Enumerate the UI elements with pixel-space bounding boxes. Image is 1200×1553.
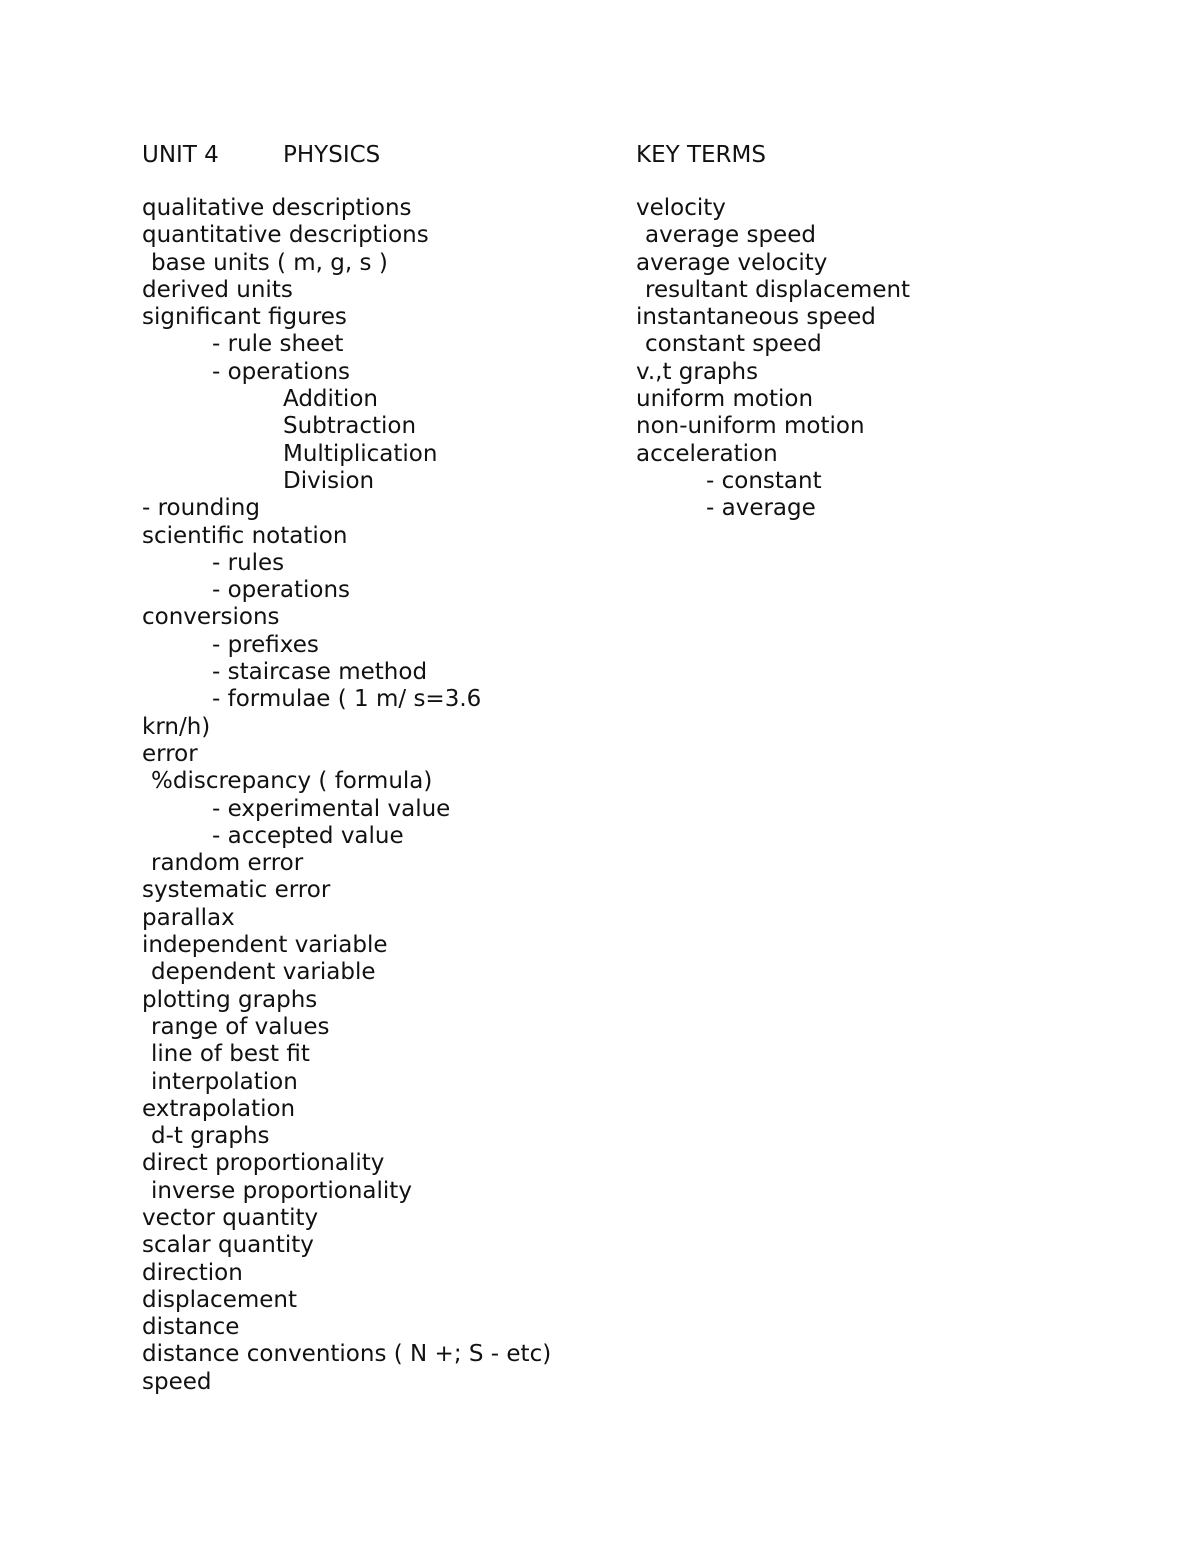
key-term: range of values <box>151 1013 330 1040</box>
key-term: Subtraction <box>283 413 417 440</box>
key-term: plotting graphs <box>142 986 318 1013</box>
key-term: extrapolation <box>142 1095 296 1122</box>
key-term: line of best fit <box>151 1041 310 1068</box>
key-term: - operations <box>212 358 351 385</box>
key-term: systematic error <box>142 877 331 904</box>
key-term: derived units <box>142 276 293 303</box>
key-term: base units ( m, g, s ) <box>151 249 388 276</box>
key-term: d-t graphs <box>151 1123 270 1150</box>
key-term: velocity <box>636 195 726 221</box>
key-term: independent variable <box>142 932 388 959</box>
key-term: Multiplication <box>283 440 438 467</box>
key-term: - rounding <box>142 495 260 522</box>
document-title: KEY TERMS <box>636 142 766 168</box>
key-term: scientific notation <box>142 522 348 549</box>
key-term: %discrepancy ( formula) <box>151 768 433 795</box>
key-term: dependent variable <box>151 959 376 986</box>
key-term: instantaneous speed <box>636 304 876 331</box>
key-term: - rules <box>212 549 285 576</box>
key-term: non-uniform motion <box>636 413 865 440</box>
right-term-list <box>636 195 1156 523</box>
key-term: - constant <box>706 467 822 494</box>
key-term: average velocity <box>636 249 828 276</box>
key-term: distance <box>142 1314 240 1341</box>
key-term: - formulae ( 1 m/ s=3.6 <box>212 686 482 713</box>
key-term: - accepted value <box>212 822 404 849</box>
key-term: vector quantity <box>142 1204 319 1231</box>
key-term: direct proportionality <box>142 1150 385 1177</box>
key-term: interpolation <box>151 1068 298 1095</box>
key-term: random error <box>151 850 304 877</box>
key-term: significant figures <box>142 304 347 331</box>
key-term: v.,t graphs <box>636 358 759 385</box>
key-term: acceleration <box>636 440 778 467</box>
document-header <box>0 140 1200 170</box>
subject-label: PHYSICS <box>283 142 381 168</box>
key-term: constant speed <box>645 331 822 358</box>
key-term: parallax <box>142 904 235 931</box>
unit-label: UNIT 4 <box>142 142 219 168</box>
key-term: uniform motion <box>636 386 814 413</box>
key-term: speed <box>142 1368 212 1395</box>
key-term: direction <box>142 1259 243 1286</box>
key-term: - staircase method <box>212 659 428 686</box>
key-term: displacement <box>142 1286 298 1313</box>
key-term: qualitative descriptions <box>142 195 412 221</box>
key-term: - experimental value <box>212 795 451 822</box>
key-term: distance conventions ( N +; S - etc) <box>142 1341 552 1368</box>
key-term: - prefixes <box>212 631 319 658</box>
key-term: krn/h) <box>142 713 211 740</box>
key-term: conversions <box>142 604 280 631</box>
key-term: quantitative descriptions <box>142 222 429 249</box>
key-term: resultant displacement <box>645 276 911 303</box>
key-term: error <box>142 740 198 767</box>
key-term: - operations <box>212 577 351 604</box>
key-term: average speed <box>645 222 816 249</box>
key-term: inverse proportionality <box>151 1177 412 1204</box>
key-term: scalar quantity <box>142 1232 314 1259</box>
key-term: - average <box>706 495 816 522</box>
key-term: Addition <box>283 386 378 413</box>
key-term: Division <box>283 467 375 494</box>
left-term-list <box>142 195 612 1396</box>
key-term: - rule sheet <box>212 331 344 358</box>
